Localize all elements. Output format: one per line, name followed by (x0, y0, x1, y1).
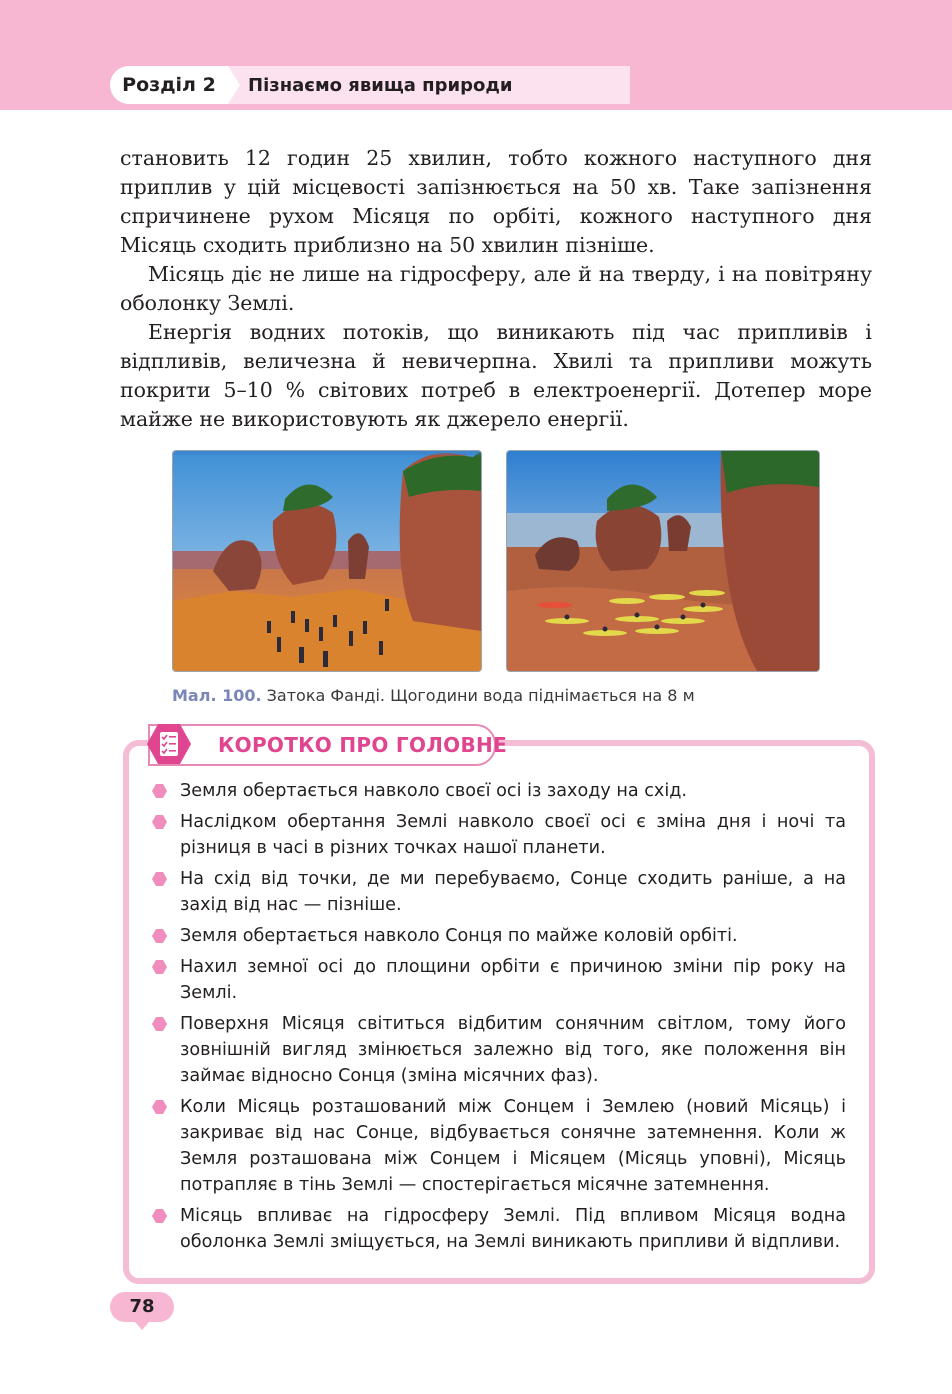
list-item (152, 778, 846, 804)
summary-list (152, 778, 846, 1260)
hexagon-bullet-icon (152, 815, 167, 829)
summary-item-text: Коли Місяць розташований між Сонцем і Землею (новий Місяць) і закриває від нас Сонце, відбувається сонячне затемнення. Коли ж Земля розташована між Сонцем і Місяцем (Місяць уповні), Місяць потрапляє в тінь Землі — спостерігається місячне затемнення. (180, 1097, 846, 1195)
paragraph: становить 12 годин 25 хвилин, тобто кожного наступного дня приплив у цій місцевості запізнюється на 50 хв. Таке запізнення спричинене рухом Місяця по орбіті, кожного наступного дня Місяць сходить приблизно на 50 хвилин пізніше. (120, 146, 872, 257)
summary-item-text: Земля обертається навколо Сонця по майже коловій орбіті. (180, 926, 738, 946)
photo-high-tide-image (507, 451, 819, 671)
list-item (152, 1094, 846, 1198)
list-item (152, 1203, 846, 1255)
summary-item-text: На схід від точки, де ми перебуваємо, Сонце сходить раніше, а на захід від нас — пізніше. (180, 869, 846, 915)
list-item (152, 866, 846, 918)
hexagon-bullet-icon (152, 1100, 167, 1114)
hexagon-bullet-icon (152, 872, 167, 886)
paragraph: Місяць діє не лише на гідросферу, але й на тверду, і на повітряну оболонку Землі. (120, 262, 872, 315)
list-item (152, 923, 846, 949)
summary-item-text: Поверхня Місяця світиться відбитим сонячним світлом, тому його зовнішній вигляд змінюється залежно від того, яке положення він займає відносно Сонця (зміна місячних фаз). (180, 1014, 846, 1086)
summary-title: КОРОТКО ПРО ГОЛОВНЕ (218, 733, 508, 757)
figure-text: Затока Фанді. Щогодини вода піднімається на 8 м (266, 686, 695, 705)
list-item (152, 1011, 846, 1089)
summary-item-text: Нахил земної осі до площини орбіти є причиною зміни пір року на Землі. (180, 957, 846, 1003)
hexagon-bullet-icon (152, 784, 167, 798)
photo-low-tide-image (173, 451, 481, 671)
paragraph: Енергія водних потоків, що виникають під час припливів і відпливів, величезна й невичерпна. Хвилі та припливи можуть покрити 5–10 % світових потреб в електроенергії. Дотепер море майже не використовують як джерело енергії. (120, 320, 872, 431)
photo-low-tide (172, 450, 482, 672)
list-item (152, 954, 846, 1006)
summary-item-text: Земля обертається навколо своєї осі із заходу на схід. (180, 781, 687, 801)
list-item (152, 809, 846, 861)
figure-label: Мал. 100. (172, 686, 262, 705)
hexagon-bullet-icon (152, 1017, 167, 1031)
hexagon-bullet-icon (152, 1209, 167, 1223)
photo-high-tide (506, 450, 820, 672)
figure-caption (172, 686, 695, 705)
body-text (120, 144, 872, 434)
page-number: 78 (110, 1292, 174, 1322)
checklist-icon (146, 722, 192, 766)
summary-item-text: Наслідком обертання Землі навколо своєї осі є зміна дня і ночі та різниця в часі в різних точках нашої планети. (180, 812, 846, 858)
hexagon-bullet-icon (152, 929, 167, 943)
hexagon-bullet-icon (152, 960, 167, 974)
page-number-pointer-icon (134, 1321, 150, 1330)
summary-item-text: Місяць впливає на гідросферу Землі. Під впливом Місяця водна оболонка Землі зміщується, на Землі виникають припливи й відпливи. (180, 1206, 846, 1252)
chapter-label: Розділ 2 (110, 66, 228, 104)
chapter-title: Пізнаємо явища природи (248, 75, 513, 96)
chapter-arrow-icon (228, 66, 240, 104)
